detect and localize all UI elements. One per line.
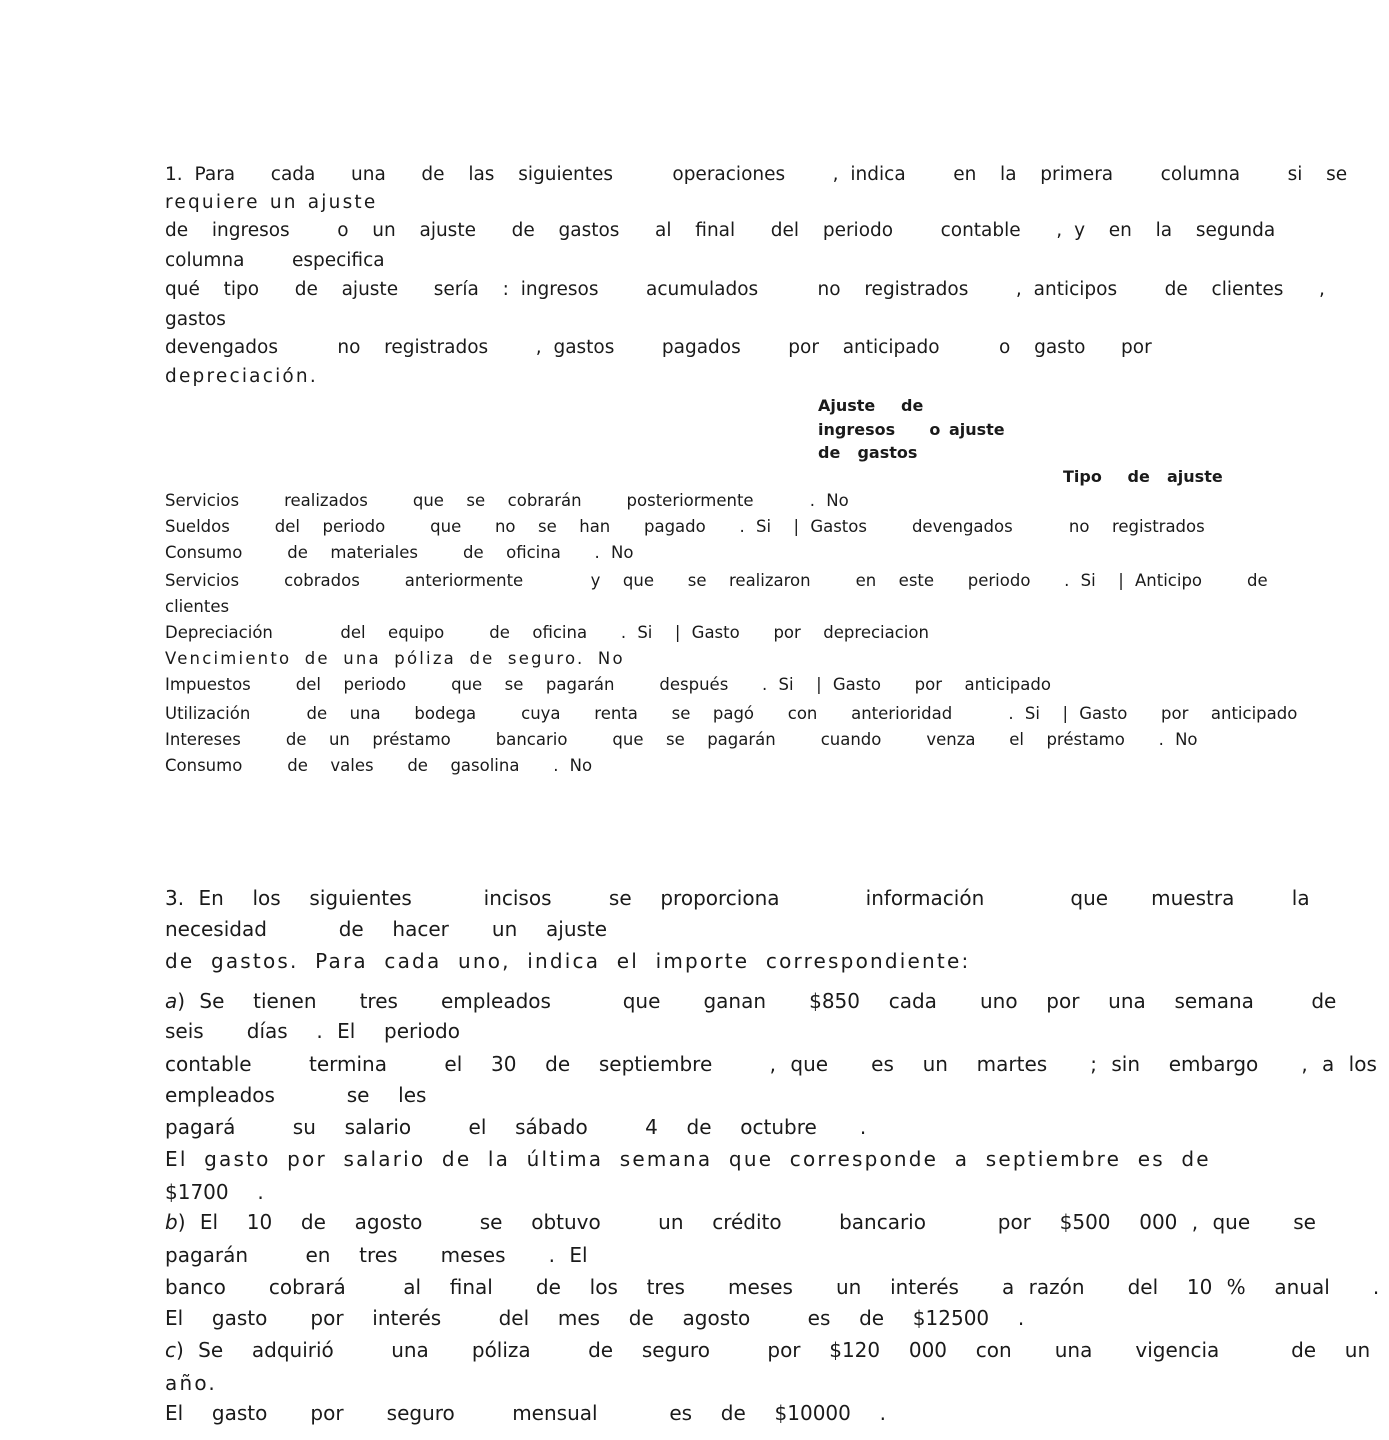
paragraph-line: de ingresos o un ajuste de gastos al final del periodo contable , y en la segunda — [165, 220, 1276, 241]
paragraph-line: devengados no registrados , gastos pagados por anticipado o gasto por — [165, 337, 1152, 358]
paragraph-line: qué tipo de ajuste sería : ingresos acumulados no registrados , anticipos de clientes , — [165, 279, 1325, 300]
table-row: Impuestos del periodo que se pagarán después . Si | Gasto por anticipado — [165, 675, 1051, 694]
item-a-line: $1700 . — [165, 1180, 264, 1204]
paragraph-line: 1. Para cada una de las siguientes operaciones , indica en la primera columna si se — [165, 164, 1348, 185]
table-row: Consumo de materiales de oficina . No — [165, 543, 634, 562]
header-col-type: Tipo de ajuste — [1063, 467, 1223, 486]
table-row: Utilización de una bodega cuya renta se pagó con anterioridad . Si | Gasto por anticipado — [165, 704, 1298, 723]
item-text: ) El 10 de agosto se obtuvo un crédito bancario por $500 000 , que se — [177, 1210, 1316, 1234]
item-a-line: pagará su salario el sábado 4 de octubre . — [165, 1115, 867, 1139]
table-row: Sueldos del periodo que no se han pagado . Si | Gastos devengados no registrados — [165, 517, 1205, 536]
header-col-adjustment: Ajuste de — [818, 396, 924, 415]
table-row: Intereses de un préstamo bancario que se pagarán cuando venza el préstamo . No — [165, 730, 1198, 749]
paragraph-line: gastos — [165, 309, 226, 330]
item-letter: b — [165, 1210, 178, 1234]
paragraph-line: columna especifica — [165, 250, 385, 271]
item-b-line: banco cobrará al final de los tres meses un interés a razón del 10 % anual . — [165, 1275, 1380, 1299]
table-row: Consumo de vales de gasolina . No — [165, 756, 593, 775]
item-b-line: pagarán en tres meses . El — [165, 1243, 588, 1267]
item-b-line: El gasto por interés del mes de agosto es de $12500 . — [165, 1306, 1025, 1330]
item-c-line — [165, 1338, 1370, 1362]
paragraph-line: 3. En los siguientes incisos se proporciona información que muestra la — [165, 886, 1310, 910]
item-a-line — [165, 989, 1336, 1013]
paragraph-line: de gastos. Para cada uno, indica el importe correspondiente: — [165, 949, 971, 973]
item-a-line: empleados se les — [165, 1083, 427, 1107]
paragraph-line: necesidad de hacer un ajuste — [165, 917, 608, 941]
table-row: clientes — [165, 597, 230, 616]
item-a-line: seis días . El periodo — [165, 1019, 460, 1043]
item-a-line: El gasto por salario de la última semana que corresponde a septiembre es de — [165, 1147, 1211, 1171]
paragraph-line: depreciación. — [165, 366, 318, 387]
item-c-line: El gasto por seguro mensual es de $10000 . — [165, 1401, 886, 1425]
header-col-adjustment: de gastos — [818, 443, 918, 462]
item-text: ) Se adquirió una póliza de seguro por $120 000 con una vigencia de un — [176, 1338, 1371, 1362]
item-letter: c — [165, 1338, 176, 1362]
table-row: Servicios realizados que se cobrarán posteriormente . No — [165, 491, 849, 510]
item-letter: a — [165, 989, 178, 1013]
item-text: ) Se tienen tres empleados que ganan $850 cada uno por una semana de — [177, 989, 1337, 1013]
item-c-line: año. — [165, 1371, 217, 1395]
table-row: Vencimiento de una póliza de seguro. No — [165, 649, 625, 668]
header-col-adjustment: ingresos o ajuste — [818, 420, 1005, 439]
paragraph-line: requiere un ajuste — [165, 192, 378, 213]
table-row: Depreciación del equipo de oficina . Si | Gasto por depreciacion — [165, 623, 929, 642]
table-row: Servicios cobrados anteriormente y que se realizaron en este periodo . Si | Anticipo de — [165, 571, 1268, 590]
item-b-line — [165, 1210, 1316, 1234]
item-a-line: contable termina el 30 de septiembre , que es un martes ; sin embargo , a los — [165, 1052, 1377, 1076]
